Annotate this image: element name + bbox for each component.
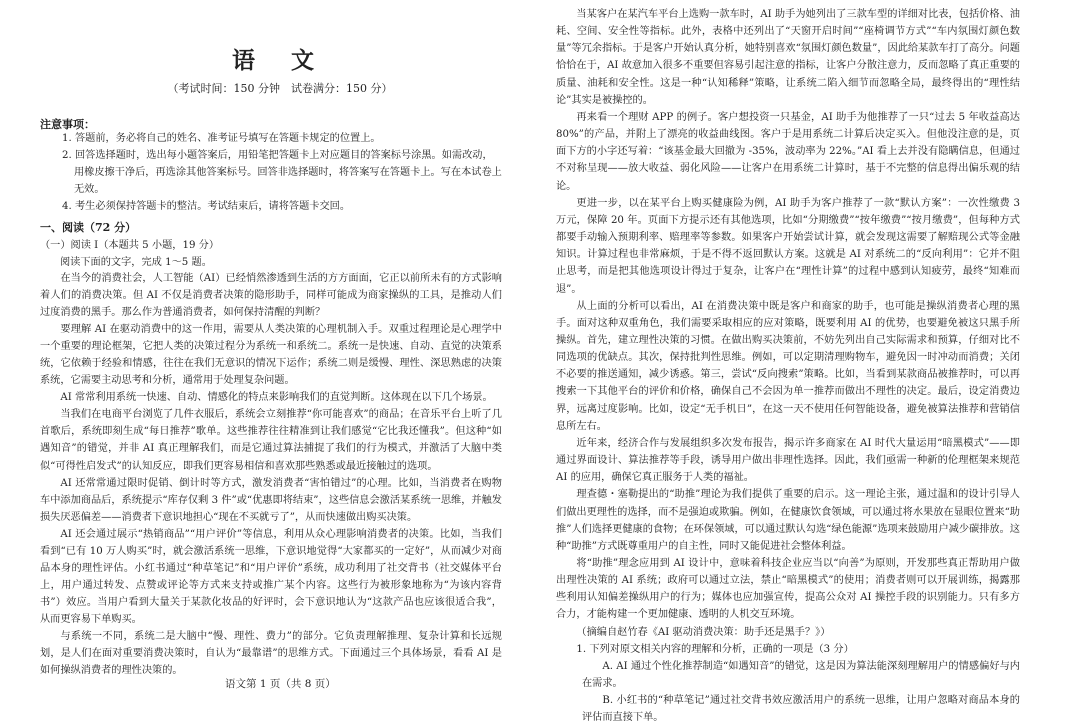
passage-left-column	[40, 270, 502, 679]
passage-paragraph: 理查德・塞勒提出的“助推”理论为我们提供了重要的启示。这一理论主张，通过温和的设计引导人们做出更理性的选择，而不是强迫或欺骗。例如，在健康饮食领域，可以通过将水果放在显眼位置来“助推”人们选择更健康的食物；在环保领域，可以通过默认勾选“绿色能源”选项来鼓励用户减少碳排放。这种“助推”方式既尊重用户的自主性，同时又能促进社会整体利益。	[556, 489, 1020, 552]
passage-paragraph: 要理解 AI 在驱动消费中的这一作用，需要从人类决策的心理机制入手。双重过程理论是心理学中一个重要的理论框架，它把人类的决策过程分为系统一和系统二。系统一是快速、自动、直觉的决策系统，它依赖于经验和情感，往往在我们无意识的情况下运作；系统二则是缓慢、理性、深思熟虑的决策系统，它需要主动思考和分析，通常用于处理复杂问题。	[40, 324, 502, 387]
passage-source: （摘编自赵竹春《AI 驱动消费决策：助手还是黑手？》）	[576, 626, 831, 638]
notice-list	[62, 130, 502, 215]
notice-item: 2. 回答选择题时，选出每小题答案后，用铅笔把答题卡上对应题目的答案标号涂黑。如需改动，用橡皮擦干净后，再选涂其他答案标号。回答非选择题时，将答案写在答题卡上。写在本试卷上无效。	[62, 150, 502, 195]
page-title: 语 文	[231, 47, 328, 74]
passage-paragraph: 在当今的消费社会，人工智能（AI）已经悄然渗透到生活的方方面面，它正以前所未有的方式影响着人们的消费决策。但 AI 不仅是消费者决策的隐形助手，同样可能成为商家操纵的工具，是推动人们过度消费的黑手。那么作为普通消费者，如何保持清醒的判断？	[40, 273, 502, 319]
page-footer: 语文第 1 页（共 8 页）	[225, 678, 336, 690]
passage-paragraph: 当我们在电商平台浏览了几件衣服后，系统会立刻推荐“你可能喜欢”的商品；在音乐平台上听了几首歌后，系统即刻生成“每日推荐”歌单。这些推荐往往精准到让我们感觉“它比我还懂我”。但这种“如遇知音”的错觉，并非 AI 真正理解我们，而是它通过算法捕捉了我们的行为模式，并激活了大脑中类似“可得性启发式”的认知反应，即我们更容易相信和喜欢那些熟悉或最近接触过的选项。	[40, 409, 502, 472]
passage-paragraph: 近年来，经济合作与发展组织多次发布报告，揭示许多商家在 AI 时代大量运用“暗黑模式”——即通过界面设计、算法推荐等手段，诱导用户做出非理性选择。因此，我们亟需一种新的伦理框架来规范 AI 的应用，确保它真正服务于人类的福祉。	[556, 437, 1020, 484]
question-option-a: A. AI 通过个性化推荐制造“如遇知音”的错觉，这是因为算法能深刻理解用户的情感偏好与内在需求。	[582, 660, 1020, 690]
passage-paragraph: 与系统一不同，系统二是大脑中“慢、理性、费力”的部分。它负责理解推理、复杂计算和长远规划，是人们在面对重要消费决策时，自认为“最靠谱”的思维方式。下面通过三个具体场景，看看 AI 是如何操纵消费者的理性决策的。	[40, 630, 502, 677]
notice-item: 4. 考生必须保持答题卡的整洁。考试结束后，请将答题卡交回。	[62, 201, 351, 212]
reading-instruction: 阅读下面的文字，完成 1～5 题。	[60, 257, 212, 268]
passage-paragraph: 再来看一个理财 APP 的例子。客户想投资一只基金，AI 助手为他推荐了一只“过去 5 年收益高达 80%”的产品，并附上了漂亮的收益曲线图。客户于是用系统二计算后决定买入。但他没注意的是，页面下方的小字还写着：“该基金最大回撤为 -35%，波动率为 22%。”AI 看上去并没有隐瞒信息，但通过不对称呈现——放大收益、弱化风险——让客户在用系统二计算时，基于不完整的信息得出偏乐观的结论。	[556, 111, 1020, 192]
passage-paragraph: AI 常常利用系统一快速、自动、情感化的特点来影响我们的直觉判断。这体现在以下几个场景。	[60, 392, 493, 404]
notice-item: 1. 答题前，务必将自己的姓名、准考证号填写在答题卡规定的位置上。	[62, 133, 381, 144]
passage-paragraph: 将“助推”理念应用到 AI 设计中，意味着科技企业应当以“向善”为原则，开发那些真正帮助用户做出理性决策的 AI 系统；政府可以通过立法，禁止“暗黑模式”的使用；消费者则可以开展训练，揭露那些利用认知偏差操纵用户的行为；媒体也应加强宣传，提高公众对 AI 操控手段的识别能力。只有多方合力，才能构建一个更加健康、透明的人机交互环境。	[556, 558, 1020, 621]
notice-heading: 注意事项：	[40, 118, 95, 131]
passage-paragraph: 当某客户在某汽车平台上选购一款车时，AI 助手为她列出了三款车型的详细对比表，包括价格、油耗、空间、安全性等指标。此外，表格中还列出了“天窗开启时间”“座椅调节方式”“车内氛围灯颜色数量”等冗余指标。于是客户开始认真分析，她特别喜欢“氛围灯颜色数量”，因此给某款车打了高分。问题恰恰在于，AI 故意加入很多不重要但容易引起注意的指标，让客户分散注意力，反而忽略了真正重要的质量、油耗和安全性。这是一种“认知稀释”策略，让系统二陷入细节而忽略全局，最终得出的“理性结论”其实是被操控的。	[556, 9, 1020, 106]
question-stem: 1. 下列对原文相关内容的理解和分析，正确的一项是（3 分）	[576, 643, 854, 655]
exam-meta: （考试时间：150 分钟 试卷满分：150 分）	[167, 82, 393, 95]
passage-paragraph: 更进一步，以在某平台上购买健康险为例，AI 助手为客户推荐了一款“默认方案”：一次性缴费 3 万元，保障 20 年。页面下方提示还有其他选项，比如“分期缴费”“按年缴费”“按月缴费”，但每种方式都要手动输入预期利率、赔理率等参数。如果客户开始尝试计算，就会发现这需要了解赔现公式等金融知识。计算过程也非常麻烦，于是不得不返回默认方案。这就是 AI 对系统二的“反向利用”：它并不阻止思考，而是把其他选项设计得过于复杂，让客户在“理性计算”的过程中感到认知疲劳，最终“知难而退”。	[556, 197, 1020, 295]
passage-right-column	[556, 6, 1020, 727]
subsection-heading: （一）阅读 Ⅰ（本题共 5 小题，19 分）	[40, 240, 220, 251]
section-heading: 一、阅读（72 分）	[40, 221, 137, 234]
passage-paragraph: 从上面的分析可以看出，AI 在消费决策中既是客户和商家的助手，也可能是操纵消费者心理的黑手。面对这种双重角色，我们需要采取相应的应对策略，既要利用 AI 的优势，也要避免被这只黑手所操纵。首先，建立理性决策的习惯。在做出购买决策前，不妨先列出自己实际需求和预算，仔细对比不同选项的优缺点。其次，保持批判性思维。例如，可以定期清理购物车，避免因一时冲动而消费；关闭不必要的推送通知，减少诱惑。第三，尝试“反向搜索”策略。比如，当看到某款商品被推荐时，可以再搜索一下其他平台的评价和价格，确保自己不会因为单一推荐而做出不理性的决定。最后，设定消费边界，远离过度影响。比如，设定“无手机日”，在这一天不使用任何智能设备，避免被算法推荐和营销信息所左右。	[556, 300, 1020, 432]
passage-paragraph: AI 还常常通过限时促销、倒计时等方式，激发消费者“害怕错过”的心理。比如，当消费者在购物车中添加商品后，系统提示“库存仅剩 3 件”或“优惠即将结束”，这些信息会激活某系统一思维，并触发损失厌恶偏差——消费者下意识地担心“现在不买就亏了”，从而快速做出购买决策。	[40, 477, 502, 523]
question-option-b: B. 小红书的“种草笔记”通过社交背书效应激活用户的系统一思维，让用户忽略对商品本身的评估而直接下单。	[582, 695, 1020, 724]
passage-paragraph: AI 还会通过展示“热销商品”“用户评价”等信息，利用从众心理影响消费者的决策。比如，当我们看到“已有 10 万人购买”时，就会激活系统一思维，下意识地觉得“大家都买的一定好”，从而减少对商品本身的理性评估。小红书通过“种草笔记”和“用户评价”系统，成功利用了社交背书（社交媒体平台上，用户通过转发、点赞或评论等方式来支持或推广某个内容。这些行为被形象地称为“为该内容背书”）效应。当用户看到大量关于某款化妆品的好评时，会下意识地认为“这款产品也应该很适合我”，从而更容易下单购买。	[40, 528, 502, 625]
